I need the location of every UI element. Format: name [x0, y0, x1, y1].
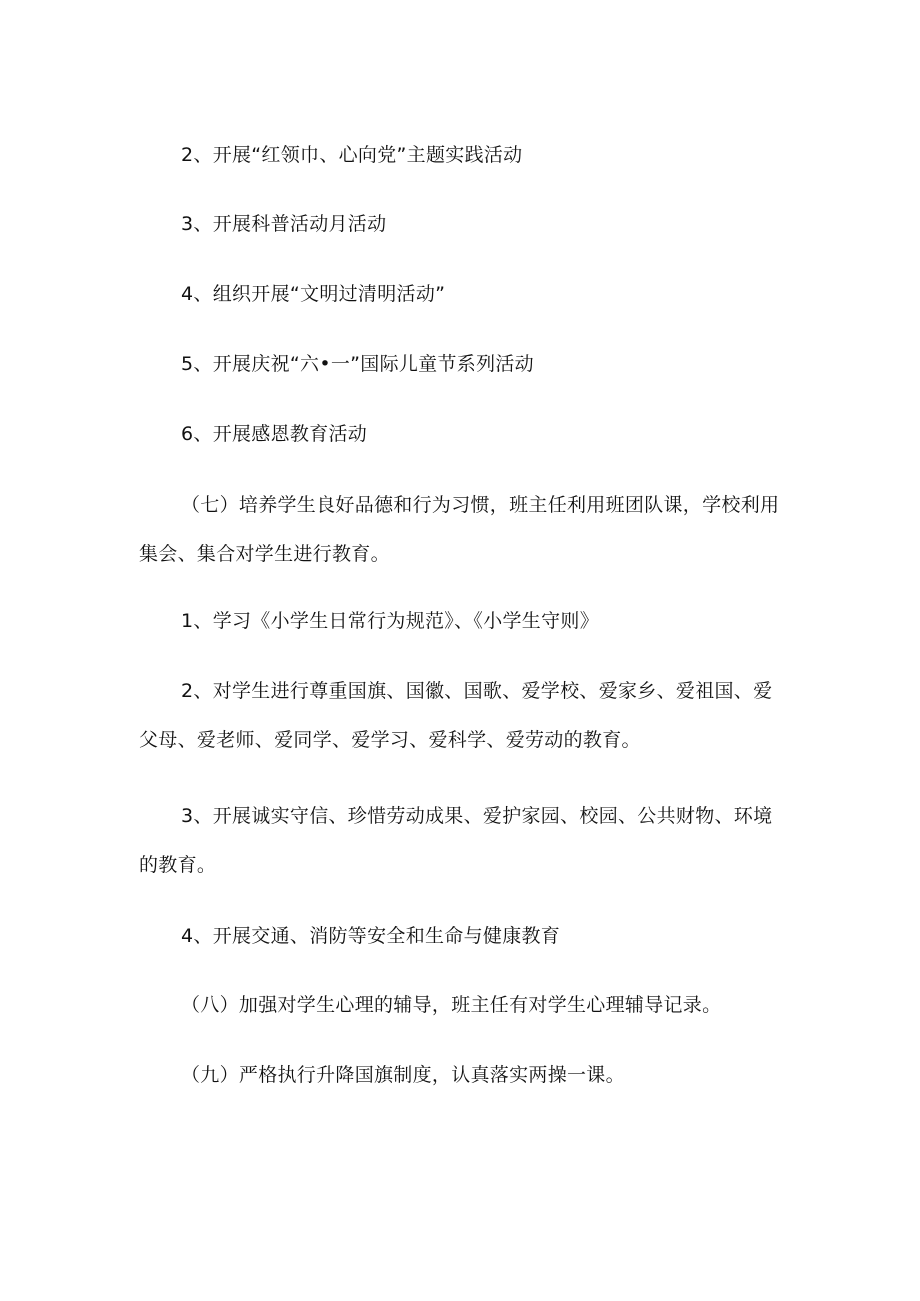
section-heading-8: （八）加强对学生心理的辅导，班主任有对学生心理辅导记录。 [181, 994, 722, 1016]
list-item: 6、开展感恩教育活动 [181, 423, 368, 445]
list-item: 2、开展“红领巾、心向党”主题实践活动 [181, 144, 523, 166]
list-item: 4、开展交通、消防等安全和生命与健康教育 [181, 925, 561, 947]
section-heading-9: （九）严格执行升降国旗制度，认真落实两操一课。 [181, 1064, 625, 1086]
list-item: 4、组织开展“文明过清明活动” [181, 283, 446, 305]
list-item: 3、开展诚实守信、珍惜劳动成果、爱护家园、校园、公共财物、环境的教育。 [139, 805, 773, 876]
list-item: 5、开展庆祝“六•一”国际儿童节系列活动 [181, 353, 534, 375]
list-item: 3、开展科普活动月活动 [181, 213, 387, 235]
list-item: 1、学习《小学生日常行为规范》、《小学生守则》 [181, 610, 599, 632]
section-heading-7: （七）培养学生良好品德和行为习惯，班主任利用班团队课，学校利用集会、集合对学生进行教育。 [139, 494, 780, 565]
list-item: 2、对学生进行尊重国旗、国徽、国歌、爱学校、爱家乡、爱祖国、爱父母、爱老师、爱同学、爱学习、爱科学、爱劳动的教育。 [139, 680, 773, 751]
